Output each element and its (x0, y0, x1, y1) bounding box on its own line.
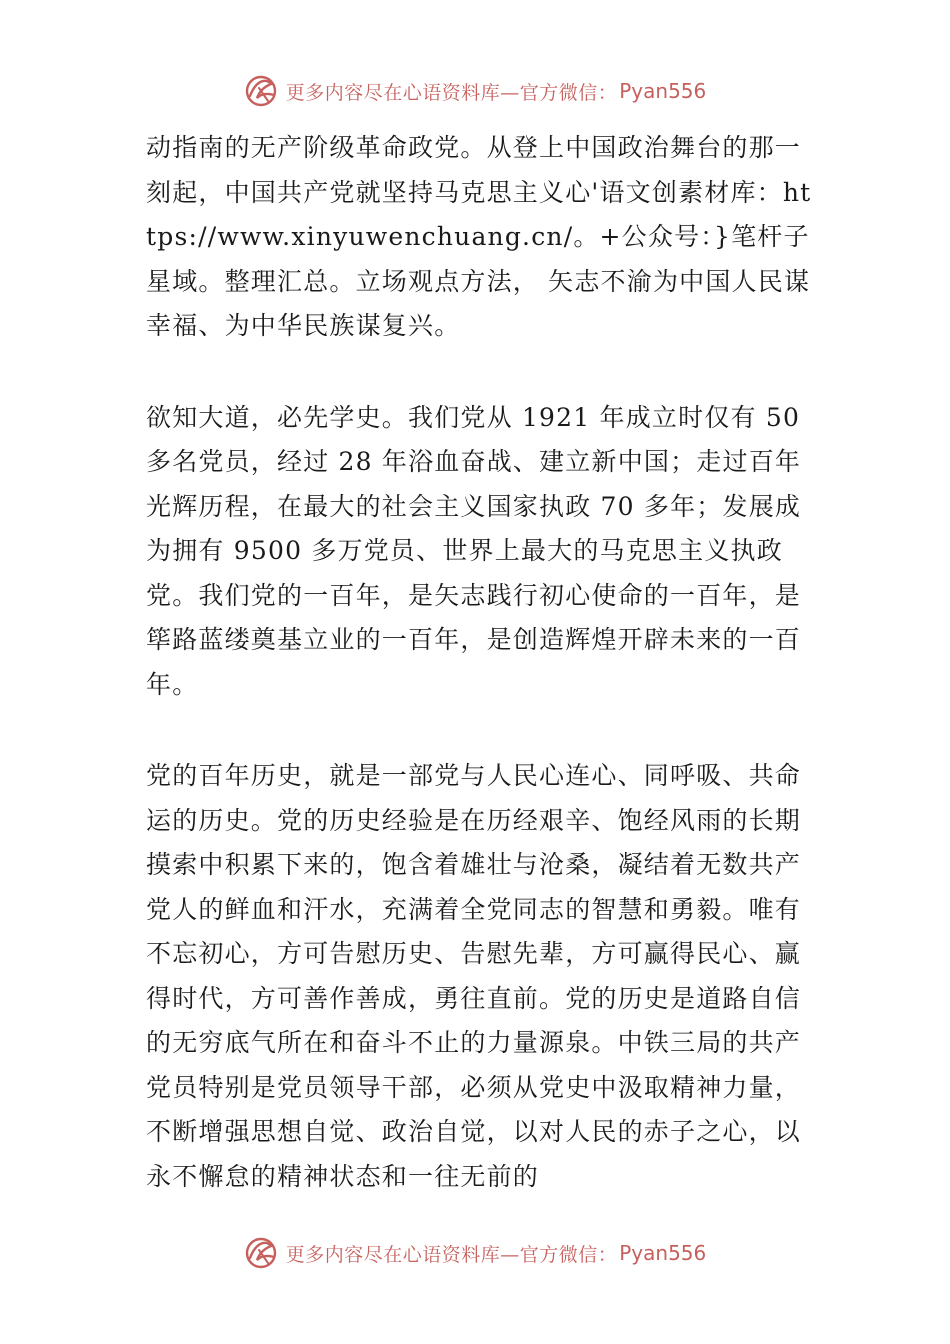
header-banner-handle: Pyan556 (619, 79, 707, 103)
paragraph-1: 动指南的无产阶级革命政党。从登上中国政治舞台的那一刻起，中国共产党就坚持马克思主义心'语文创素材库：https://www.xinyuwenchuang.cn/。+公众号：}笔杆子星域。整理汇总。立场观点方法， 矢志不渝为中国人民谋幸福、为中华民族谋复兴。 (146, 133, 812, 340)
header-banner (0, 66, 950, 116)
footer-banner-handle: Pyan556 (619, 1241, 707, 1265)
signature-seal-icon (244, 1236, 278, 1270)
document-body (146, 126, 816, 1246)
paragraph-3: 党的百年历史，就是一部党与人民心连心、同呼吸、共命运的历史。党的历史经验是在历经艰辛、饱经风雨的长期摸索中积累下来的，饱含着雄壮与沧桑，凝结着无数共产党人的鲜血和汗水，充满着全党同志的智慧和勇毅。唯有不忘初心，方可告慰历史、告慰先辈，方可赢得民心、赢得时代，方可善作善成，勇往直前。党的历史是道路自信的无穷底气所在和奋斗不止的力量源泉。中铁三局的共产党员特别是党员领导干部，必须从党史中汲取精神力量，不断增强思想自觉、政治自觉，以对人民的赤子之心，以永不懈怠的精神状态和一往无前的 (146, 761, 802, 1191)
footer-banner (0, 1228, 950, 1278)
header-banner-text: 更多内容尽在心语资料库—官方微信： (285, 81, 618, 104)
footer-banner-text: 更多内容尽在心语资料库—官方微信： (285, 1243, 618, 1266)
signature-seal-icon (244, 74, 278, 108)
paragraph-2: 欲知大道，必先学史。我们党从 1921 年成立时仅有 50 多名党员，经过 28 年浴血奋战、建立新中国；走过百年光辉历程，在最大的社会主义国家执政 70 多年；发展成为拥有 9500 多万党员、世界上最大的马克思主义执政党。我们党的一百年，是矢志践行初心使命的一百年，是筚路蓝缕奠基立业的一百年，是创造辉煌开辟未来的一百年。 (146, 402, 802, 699)
